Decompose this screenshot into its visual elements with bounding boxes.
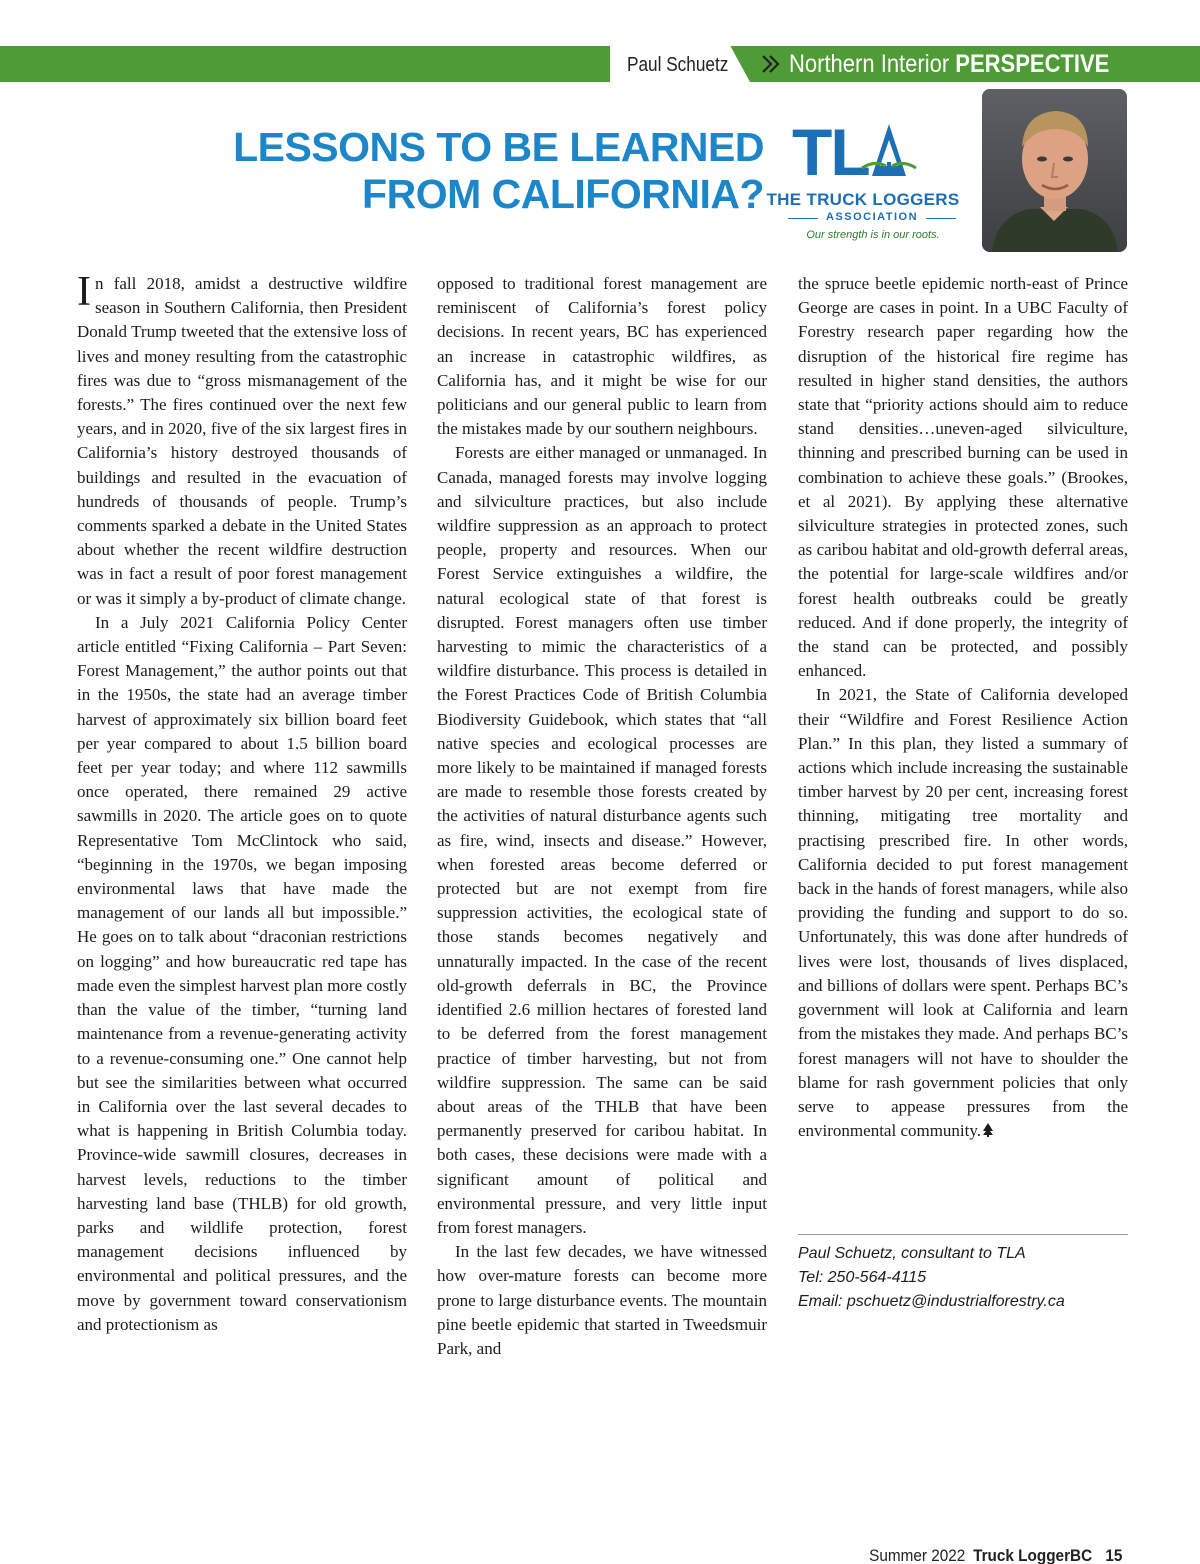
paragraph: Forests are either managed or unmanaged. In Canada, managed forests may involve logging and silviculture practices, but also include wildfire suppression as an approach to protect people, property and resources. When our Forest Service extinguishes a wildfire, the natural ecological state of that forest is disrupted. Forest managers often use timber harvesting to mimic the characteristics of a wildfire disturbance. This process is detailed in the Forest Practices Code of British Columbia Biodiversity Guidebook, which states that “all native species and ecological processes are more likely to be maintained if managed forests are made to resemble those forests created by the activities of natural disturbance agents such as fire, wind, insects and disease.” However, when forested areas become deferred or protected but are not exempt from fire suppression activities, the ecological state of those stands becomes negatively and unnaturally impacted. In the case of the recent old-growth deferrals in BC, the Province identified 2.6 million hectares of forested land to be deferred from the forest management practice of timber harvesting, but not from wildfire suppression. The same can be said about areas of the THLB that have been permanently preserved for caribou habitat. In both cases, these decisions were made with a significant amount of political and environmental pressure, and very little input from forest managers. xyxy=(437,443,767,1237)
section-title xyxy=(789,50,1109,79)
article-column-1 xyxy=(77,269,407,1337)
paragraph: In the last few decades, we have witnessed how over-mature forests can become more prone to large disturbance events. The mountain pine beetle epidemic that started in Tweedsmuir Park, and xyxy=(437,1242,767,1358)
headline-line-1: LESSONS TO BE LEARNED xyxy=(233,124,764,170)
paragraph xyxy=(77,269,407,611)
signature-phone: Tel: 250-564-4115 xyxy=(798,1269,927,1286)
footer-issue: Summer 2022 xyxy=(868,1546,965,1564)
logo-rule-right xyxy=(926,218,956,219)
author-portrait xyxy=(982,89,1127,252)
double-chevron-right-icon xyxy=(760,53,782,75)
signature-email: Email: pschuetz@industrialforestry.ca xyxy=(798,1293,1065,1310)
article-headline xyxy=(233,124,764,218)
page-footer xyxy=(869,1546,1122,1564)
headline-line-2: FROM CALIFORNIA? xyxy=(362,171,764,217)
paragraph: In a July 2021 California Policy Center article entitled “Fixing California – Part Seven: Forest Management,” the author points out that in the 1950s, the state had an average timber harvest of approximately six billion board feet per year compared to about 1.5 billion board feet per year today; and where 112 sawmills once operated, there remained 29 active sawmills in 2020. The article goes on to quote Representative Tom McClintock who said, “beginning in the 1970s, we began imposing environmental laws that have made the management of our lands all but impossible.” He goes on to talk about “draconian restrictions on logging” and how bureaucratic red tape has made even the simplest harvest plan more costly than the value of the timber, “turning land maintenance from a revenue-generating activity to a revenue-consuming one.” One cannot help but see the similarities between what occurred in California over the last several decades to what is happening in British Columbia today. Province-wide sawmill closures, decreases in harvest levels, reductions to the timber harvesting land base (THLB) for old growth, parks and wildlife protection, forest management decisions influenced by environmental and political pressures, and the move by government toward conservationism and protectionism as xyxy=(77,612,407,1334)
logo-tagline: Our strength is in our roots. xyxy=(806,229,940,241)
svg-text:TL: TL xyxy=(792,120,869,180)
tla-logo xyxy=(766,120,960,246)
paragraph: the spruce beetle epidemic north-east of Prince George are cases in point. In a UBC Faculty of Forestry research paper regarding how the disruption of the historical fire regime has resulted in higher stand densities, the authors state that “priority actions should aim to reduce stand densities…uneven-aged silviculture, thinning and prescribed burning can be used in combination to achieve these goals.” (Brookes, et al 2021). By applying these alternative silviculture strategies in protected zones, such as caribou habitat and old-growth deferral areas, the potential for large-scale wildfires and/or forest health outbreaks could be greatly reduced. And if done properly, the integrity of the stand can be protected, and possibly enhanced. xyxy=(798,274,1128,681)
page-number: 15 xyxy=(1104,1546,1122,1564)
article-column-2 xyxy=(437,272,767,1361)
signature-divider xyxy=(798,1234,1128,1235)
header-author: Paul Schuetz xyxy=(627,54,729,76)
drop-cap: I xyxy=(77,269,91,315)
footer-magazine: Truck LoggerBC xyxy=(972,1546,1092,1564)
author-signature xyxy=(798,1242,1128,1314)
author-portrait-drawing xyxy=(982,89,1127,252)
logo-name-line-2-row xyxy=(788,211,956,225)
paragraph-text: n fall 2018, amidst a destructive wildfire season in Southern California, then President Donald Trump tweeted that the extensive loss of lives and money resulting from the catastrophic fires was due to “gross mismanagement of the forests.” The fires continued over the next few years, and in 2020, five of the six largest fires in California’s history destroyed thousands of buildings and resulted in the evacuation of hundreds of thousands of people. Trump’s comments sparked a debate in the United States about whether the recent wildfire destruction was in fact a result of poor forest management or was it simply a by-product of climate change. xyxy=(77,274,407,608)
paragraph: opposed to traditional forest management are reminiscent of California’s forest policy decisions. In recent years, BC has experienced an increase in catastrophic wildfires, as California has, and it might be wise for our politicians and our general public to learn from the mistakes made by our southern neighbours. xyxy=(437,274,767,439)
logo-name-line-2: ASSOCIATION xyxy=(825,211,919,223)
tree-a-icon xyxy=(862,124,916,176)
paragraph xyxy=(798,683,1128,1143)
logo-name-line-1: THE TRUCK LOGGERS xyxy=(766,190,960,209)
paragraph-text: In 2021, the State of California developed their “Wildfire and Forest Resilience Action Plan.” In this plan, they listed a summary of actions which include increasing the sustainable timber harvest by 20 per cent, increasing forest thinning, mitigating tree mortality and practising prescribed fire. In other words, California decided to put forest management back in the hands of forest managers, while also providing the funding and support to do so. Unfortunately, this was done after hundreds of lives were lost, thousands of lives displaced, and billions of dollars were spent. Perhaps BC’s government will look at California and learn from the mistakes they made. And perhaps BC’s forest managers will not have to shoulder the blame for rash government policies that only serve to appease pressures from the environmental community. xyxy=(798,685,1128,1141)
article-column-3 xyxy=(798,272,1128,1143)
section-emphasis: PERSPECTIVE xyxy=(955,50,1110,78)
tla-wordmark-logo xyxy=(792,120,922,180)
signature-name: Paul Schuetz, consultant to TLA xyxy=(798,1245,1026,1262)
section-header-bar xyxy=(0,46,1200,82)
tree-end-mark-icon xyxy=(982,1123,994,1137)
section-prefix: Northern Interior xyxy=(789,50,950,78)
